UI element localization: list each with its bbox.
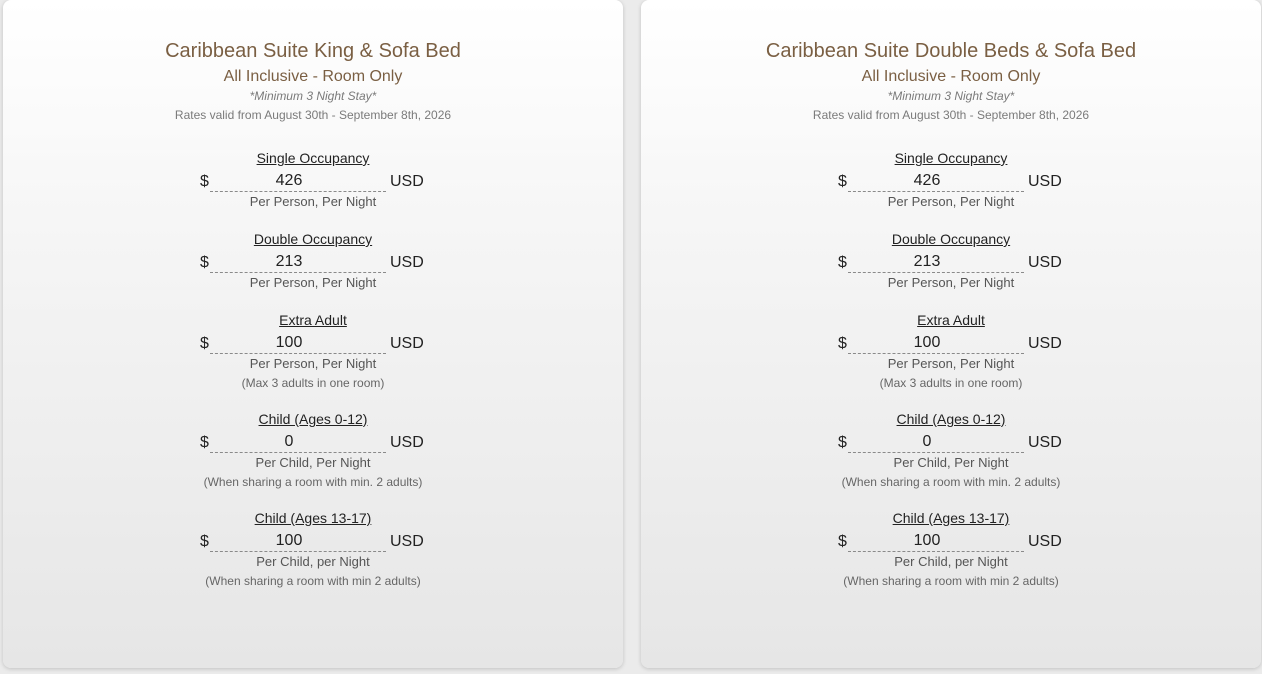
currency-unit: USD: [390, 173, 424, 190]
currency-symbol: $: [838, 335, 847, 352]
rate-amount: 100: [848, 530, 1024, 552]
rate-label: Child (Ages 0-12): [258, 411, 368, 427]
rate-label: Extra Adult: [917, 312, 985, 328]
price-row: [641, 431, 1261, 455]
rate-label: Child (Ages 13-17): [892, 510, 1010, 526]
currency-unit: USD: [390, 533, 424, 550]
rate-double-occupancy: [3, 210, 623, 291]
rate-child-13-17: [641, 490, 1261, 589]
rate-double-occupancy: [641, 210, 1261, 291]
price-row: [3, 251, 623, 275]
currency-symbol: $: [838, 254, 847, 271]
rate-basis: Per Child, per Night: [256, 554, 370, 569]
rate-basis: Per Child, Per Night: [255, 455, 371, 470]
rates-validity: Rates valid from August 30th - September 8th, 2026: [812, 108, 1090, 122]
rate-label: Child (Ages 13-17): [254, 510, 372, 526]
rate-note: (When sharing a room with min 2 adults): [205, 574, 421, 588]
minimum-stay-note: *Minimum 3 Night Stay*: [887, 89, 1015, 103]
rate-note: (Max 3 adults in one room): [879, 376, 1023, 390]
currency-unit: USD: [1028, 335, 1062, 352]
currency-unit: USD: [390, 434, 424, 451]
price-row: [3, 530, 623, 554]
rate-basis: Per Child, per Night: [894, 554, 1008, 569]
rate-single-occupancy: [3, 123, 623, 210]
rates-validity: Rates valid from August 30th - September 8th, 2026: [174, 108, 452, 122]
rate-note: (When sharing a room with min 2 adults): [843, 574, 1059, 588]
currency-symbol: $: [838, 173, 847, 190]
rate-single-occupancy: [641, 123, 1261, 210]
rate-child-13-17: [3, 490, 623, 589]
currency-unit: USD: [1028, 533, 1062, 550]
rate-amount: 100: [848, 332, 1024, 354]
price-row: [641, 170, 1261, 194]
rate-basis: Per Person, Per Night: [887, 194, 1015, 209]
currency-unit: USD: [390, 254, 424, 271]
currency-symbol: $: [200, 173, 209, 190]
minimum-stay-note: *Minimum 3 Night Stay*: [249, 89, 377, 103]
rate-basis: Per Person, Per Night: [887, 275, 1015, 290]
rate-amount: 213: [848, 251, 1024, 273]
price-row: [3, 431, 623, 455]
currency-symbol: $: [200, 254, 209, 271]
rate-label: Single Occupancy: [256, 150, 370, 166]
rate-basis: Per Person, Per Night: [249, 356, 377, 371]
rate-amount: 426: [848, 170, 1024, 192]
rate-extra-adult: [641, 291, 1261, 391]
rate-child-0-12: [3, 391, 623, 490]
rate-label: Double Occupancy: [253, 231, 373, 247]
rate-label: Child (Ages 0-12): [896, 411, 1006, 427]
currency-symbol: $: [200, 533, 209, 550]
currency-unit: USD: [1028, 434, 1062, 451]
room-card-double-sofa: [641, 0, 1261, 668]
room-title: Caribbean Suite Double Beds & Sofa Bed: [765, 40, 1137, 62]
price-row: [641, 251, 1261, 275]
rate-amount: 100: [210, 332, 386, 354]
rate-basis: Per Person, Per Night: [249, 275, 377, 290]
currency-symbol: $: [838, 434, 847, 451]
rate-amount: 100: [210, 530, 386, 552]
rate-basis: Per Child, Per Night: [893, 455, 1009, 470]
rate-extra-adult: [3, 291, 623, 391]
rate-note: (When sharing a room with min. 2 adults): [203, 475, 423, 489]
rate-amount: 0: [210, 431, 386, 453]
price-row: [641, 332, 1261, 356]
currency-symbol: $: [838, 533, 847, 550]
room-subtitle: All Inclusive - Room Only: [861, 68, 1041, 85]
rate-amount: 213: [210, 251, 386, 273]
rate-label: Extra Adult: [279, 312, 347, 328]
room-subtitle: All Inclusive - Room Only: [223, 68, 403, 85]
currency-symbol: $: [200, 434, 209, 451]
price-row: [641, 530, 1261, 554]
rate-label: Double Occupancy: [891, 231, 1011, 247]
rate-label: Single Occupancy: [894, 150, 1008, 166]
price-row: [3, 170, 623, 194]
room-card-king-sofa: [3, 0, 623, 668]
currency-symbol: $: [200, 335, 209, 352]
rate-note: (When sharing a room with min. 2 adults): [841, 475, 1061, 489]
room-title: Caribbean Suite King & Sofa Bed: [165, 40, 461, 62]
currency-unit: USD: [1028, 173, 1062, 190]
currency-unit: USD: [1028, 254, 1062, 271]
currency-unit: USD: [390, 335, 424, 352]
rate-basis: Per Person, Per Night: [249, 194, 377, 209]
rate-amount: 0: [848, 431, 1024, 453]
rate-child-0-12: [641, 391, 1261, 490]
price-row: [3, 332, 623, 356]
rate-basis: Per Person, Per Night: [887, 356, 1015, 371]
rate-amount: 426: [210, 170, 386, 192]
rate-note: (Max 3 adults in one room): [241, 376, 385, 390]
